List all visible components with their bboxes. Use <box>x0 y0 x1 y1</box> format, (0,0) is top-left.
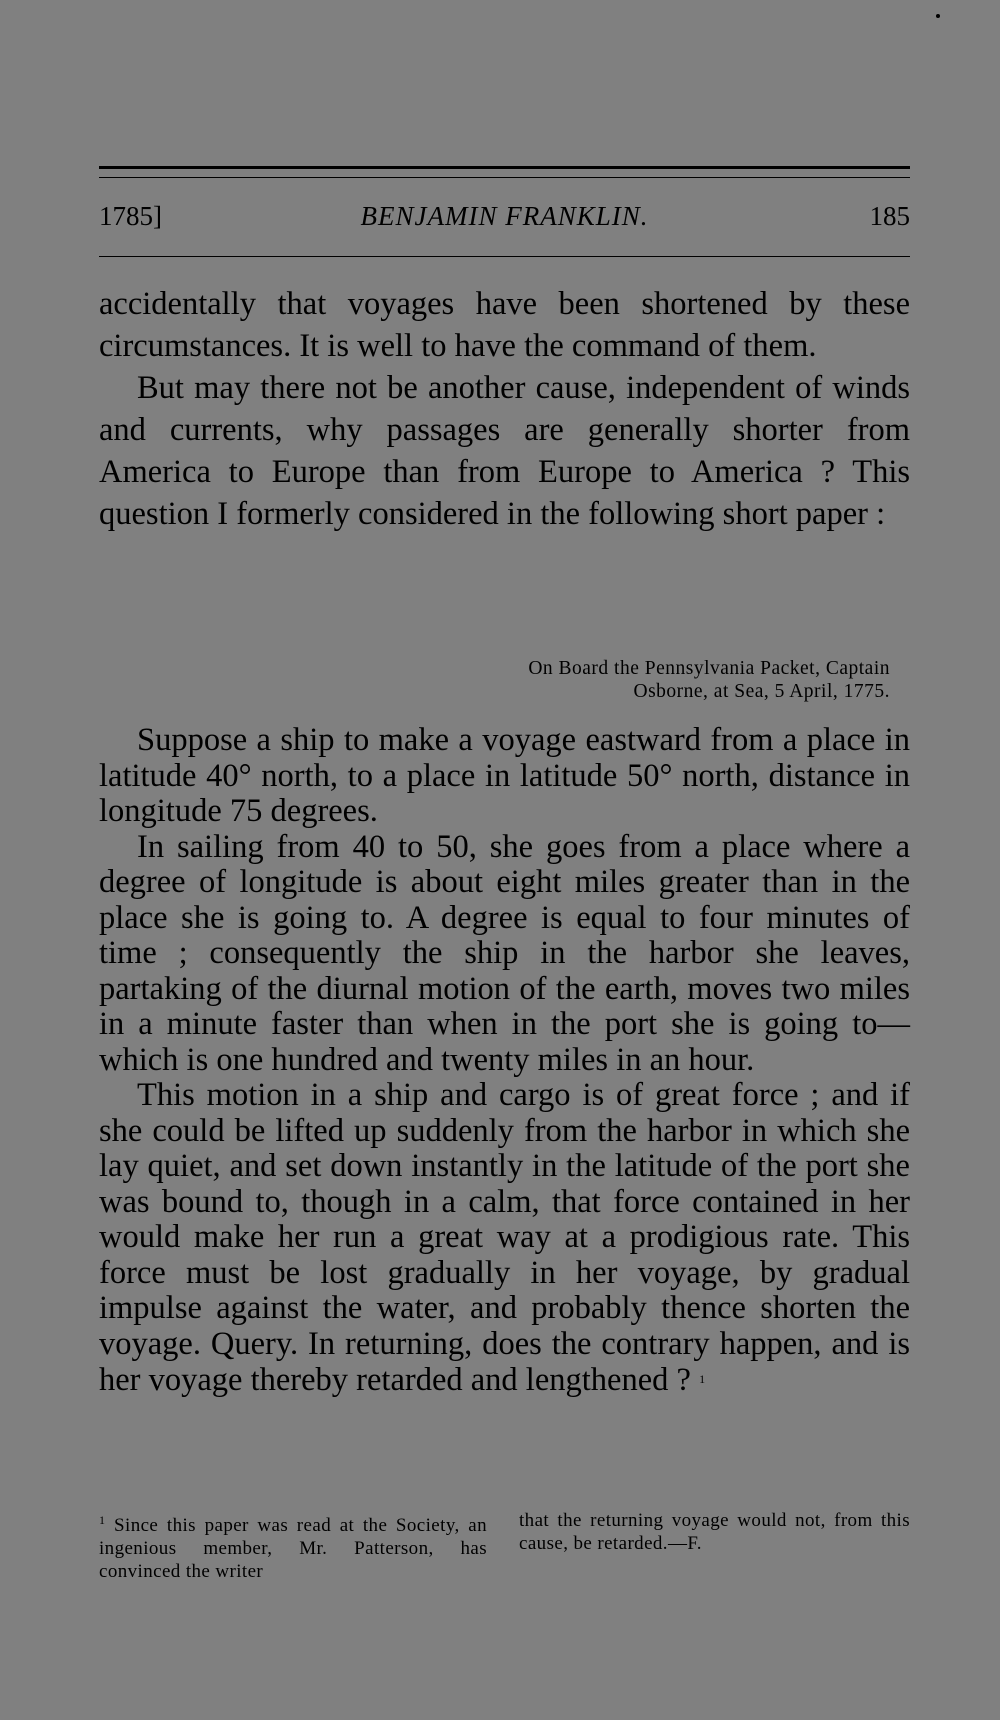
paragraph: In sailing from 40 to 50, she goes from a place where a degree of longitude is about eight miles greater than in the place she is going to. A degree is equal to four minutes of time ; consequently the ship in the harbor she leaves, partaking of the diurnal motion of the earth, moves two miles in a minute faster than when in the port she is going to—which is one hundred and twenty miles in an hour. <box>99 828 910 1078</box>
dateline-line: On Board the Pennsylvania Packet, Captain <box>528 658 890 679</box>
body-text-top <box>99 283 910 535</box>
dateline <box>399 657 890 703</box>
paragraph: accidentally that voyages have been shortened by these circumstances. It is well to have the command of them. <box>99 286 910 364</box>
page-number: 185 <box>869 201 910 231</box>
running-head-year: 1785] <box>99 201 162 231</box>
running-head-title: BENJAMIN FRANKLIN. <box>360 201 649 231</box>
running-head <box>99 201 910 241</box>
footnote-marker: 1 <box>99 1513 106 1527</box>
paragraph <box>99 1078 910 1399</box>
book-page <box>99 0 910 1720</box>
footnote-column-left <box>99 1509 487 1583</box>
top-rule-thin <box>99 177 910 178</box>
paragraph: But may there not be another cause, independent of winds and currents, why passages are generally shorter from America to Europe than from Europe to America ? This question I formerly considered in the following short paper : <box>99 370 910 532</box>
footnote-column-right <box>519 1509 910 1555</box>
dateline-line: Osborne, at Sea, 5 April, 1775. <box>633 681 890 702</box>
header-rule <box>99 256 910 257</box>
footnote-reference: 1 <box>699 1372 706 1386</box>
footnote-text: Since this paper was read at the Society, an ingenious member, Mr. Patterson, has convinced the writer <box>99 1515 487 1582</box>
body-text-main <box>99 723 910 1399</box>
paragraph-text: This motion in a ship and cargo is of great force ; and if she could be lifted up suddenly from the harbor in which she lay quiet, and set down instantly in the latitude of the port she was bound to, though in a calm, that force contained in her would make her run a great way at a prodigious rate. This force must be lost gradually in her voyage, by gradual impulse against the water, and probably thence shorten the voyage. Query. In returning, does the contrary happen, and is her voyage thereby retarded and lengthened ? <box>99 1077 910 1398</box>
paragraph: Suppose a ship to make a voyage eastward from a place in latitude 40° north, to a place in latitude 50° north, distance in longitude 75 degrees. <box>99 722 910 829</box>
print-speck <box>936 14 940 18</box>
top-rule <box>99 166 910 169</box>
footnote-text: that the returning voyage would not, from this cause, be retarded.—F. <box>519 1510 910 1554</box>
